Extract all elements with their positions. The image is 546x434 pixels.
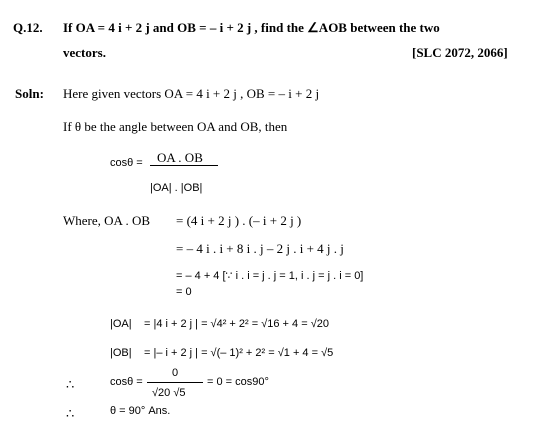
mag-oa-lhs: |OA| — [110, 318, 132, 330]
dot-step-1: = (4 i + 2 j ) . (– i + 2 j ) — [176, 213, 302, 228]
final-numerator: 0 — [172, 367, 179, 379]
mag-ob-rhs: = |– i + 2 j | = √(– 1)² + 2² = √1 + 4 = √5 — [144, 347, 334, 359]
fraction-bar — [150, 165, 218, 166]
dot-step-3: = – 4 + 4 [∵ i . i = j . j = 1, i . j = j . i = 0] — [176, 270, 364, 282]
question-text-line1: If OA = 4 i + 2 j and OB = – i + 2 j , find the ∠AOB between the two — [63, 20, 440, 35]
cos-numerator: OA . OB — [157, 150, 203, 165]
dot-step-2: = – 4 i . i + 8 i . j – 2 j . i + 4 j . j — [176, 241, 344, 256]
final-denominator: √20 √5 — [152, 387, 186, 399]
final-cos-lhs: cosθ = — [110, 376, 143, 388]
mag-oa-rhs: = |4 i + 2 j | = √4² + 2² = √16 + 4 = √20 — [144, 318, 329, 330]
angle-intro: If θ be the angle between OA and OB, then — [63, 119, 288, 134]
solution-label: Soln: — [15, 86, 44, 101]
mag-ob-lhs: |OB| — [110, 347, 132, 359]
dot-step-4: = 0 — [176, 286, 192, 298]
cos-denominator: |OA| . |OB| — [150, 182, 203, 194]
where-label: Where, OA . OB — [63, 213, 151, 228]
given-vectors: Here given vectors OA = 4 i + 2 j , OB = – i + 2 j — [63, 86, 320, 101]
question-number: Q.12. — [13, 20, 43, 35]
cos-lhs: cosθ = — [110, 157, 143, 169]
therefore-symbol-2: ∴ — [66, 406, 75, 421]
question-text-line2: vectors. — [63, 45, 106, 60]
question-source: [SLC 2072, 2066] — [412, 45, 508, 60]
final-rhs: = 0 = cos90° — [207, 376, 269, 388]
final-answer: θ = 90° Ans. — [110, 405, 171, 417]
therefore-symbol-1: ∴ — [66, 377, 75, 392]
final-fraction-bar — [147, 382, 203, 383]
